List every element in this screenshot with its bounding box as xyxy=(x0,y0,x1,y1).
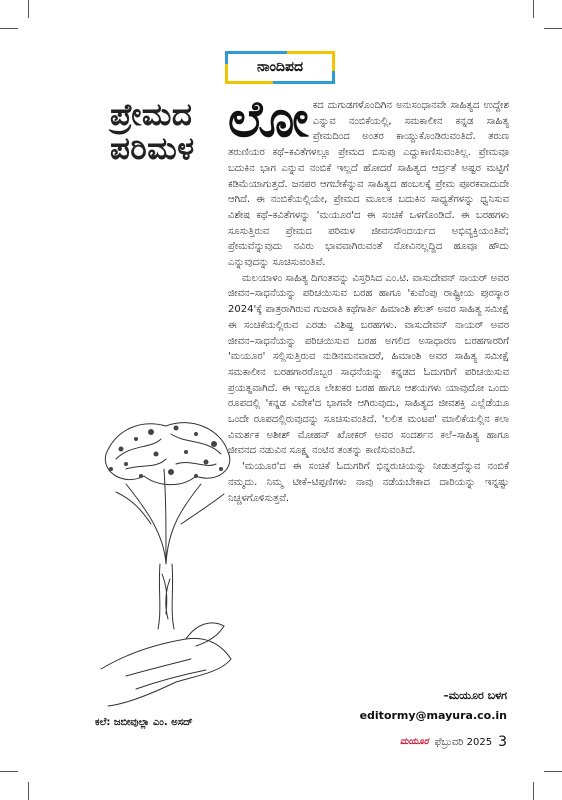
crop-mark xyxy=(533,0,534,18)
section-label: ನಾಂದಿಪದ xyxy=(257,59,303,75)
page-number: 3 xyxy=(498,734,507,750)
section-tag xyxy=(225,51,335,84)
paragraph-1: ಕದ ದುಗುಡಗಳೊಂದಿಗಿನ ಅನುಸಂಧಾನವೇ ಸಾಹಿತ್ಯದ ಉದ್ದೇಶ ಎನ್ನುವ ನಂಬಿಕೆಯಲ್ಲಿ, ಸಮಕಾಲೀನ ಕನ್ನಡ ಸಾಹಿತ್ಯ ಪ್ರೇಮದಿಂದ ಅಂತರ ಕಾಯ್ದುಕೊಂಡಿರುವಂತಿದೆ. ತರುಣ ತರುಣಿಯರ ಕಥೆ–ಕವಿತೆಗಳಲ್ಲೂ ಪ್ರೇಮದ ಬಿಸುಪು ಎದ್ದುಕಾಣಿಸುವಂತಿಲ್ಲ. ಪ್ರೇಮವೂ ಬದುಕಿನ ಭಾಗ ಎನ್ನುವ ನಂಬಿಕೆ ಇಲ್ಲದೆ ಹೋದರೆ ಸಾಹಿತ್ಯದ ಆರ್ದ್ರತೆ ಅಷ್ಟರ ಮಟ್ಟಿಗೆ ಕಡಿಮೆಯಾಗುತ್ತದೆ. ಜನಪರ ಆಗಬೇಕೆನ್ನುವ ಸಾಹಿತ್ಯದ ಹಂಬಲಕ್ಕೆ ಪ್ರೇಮ ಪೂರಕವಾದುದೇ ಆಗಿದೆ. ಈ ನಂಬಿಕೆಯಲ್ಲಿಯೇ, ಪ್ರೇಮದ ಮೂಲಕ ಬದುಕಿನ ಸಾಧ್ಯತೆಗಳನ್ನು ಧ್ವನಿಸುವ ವಿಶೇಷ ಕಥೆ–ಕವಿತೆಗಳನ್ನು 'ಮಯೂರ'ದ ಈ ಸಂಚಿಕೆ ಒಳಗೊಂಡಿದೆ. ಈ ಬರಹಗಳು ಸೂಸುತ್ತಿರುವ ಪ್ರೇಮದ ಪರಿಮಳ ಜೀವನಸೌಂದರ್ಯದ ಅಭಿವ್ಯಕ್ತಿಯಂತಿವೆ; ಪ್ರೇಮವೆನ್ನುವುದು ನವಿರು ಭಾವವಾಗಿರುವಂತೆ ನೋವಿನಲ್ಲದ್ದಿದ ಹೂವೂ ಹೌದು ಎನ್ನುವುದನ್ನು ಸೂಚಿಸುವಂತಿವೆ. xyxy=(228,100,509,269)
crop-mark xyxy=(544,771,562,772)
headline-line-1: ಪ್ರೇಮದ xyxy=(110,97,193,133)
email-link[interactable]: editormy@mayura.co.in xyxy=(359,709,507,722)
headline-line-2: ಪರಿಮಳ xyxy=(110,131,195,167)
paragraph-3: 'ಮಯೂರ'ದ ಈ ಸಂಚಿಕೆ ಓದುಗರಿಗೆ ಭಿನ್ನರುಚಿಯನ್ನು ನೀಡುತ್ತದೆನ್ನುವ ನಂಬಿಕೆ ನಮ್ಮದು. ನಿಮ್ಮ ಟೀಕೆ–ಟಿಪ್ಪಣಿಗಳು ನಾವು ನಡೆಯಬೇಕಾದ ದಾರಿಯನ್ನು ಇನ್ನಷ್ಟು ನಿಚ್ಚಳಗೊಳಿಸುತ್ತವೆ. xyxy=(228,461,509,504)
crop-mark xyxy=(533,782,534,800)
drop-cap: ಲೋ xyxy=(228,90,309,148)
magazine-logo: ಮಯೂರ xyxy=(399,737,429,747)
editorial-body xyxy=(228,90,509,506)
crop-mark xyxy=(0,28,18,29)
crop-mark xyxy=(544,28,562,29)
crop-mark xyxy=(28,0,29,18)
tree-hand-illustration xyxy=(96,414,236,734)
illustration-credit: ಕಲೆ: ಜಬೀವುಲ್ಲಾ ಎಂ. ಅಸದ್ xyxy=(95,717,193,728)
signoff: –ಮಯೂರ ಬಳಗ xyxy=(443,689,507,702)
crop-mark xyxy=(0,771,18,772)
headline xyxy=(110,98,225,166)
crop-mark xyxy=(28,782,29,800)
issue-date: ಫೆಬ್ರುವರಿ 2025 xyxy=(434,736,493,748)
paragraph-2: ಮಲಯಾಳಂ ಸಾಹಿತ್ಯ ದಿಗಂತವನ್ನು ವಿಸ್ತರಿಸಿದ ಎಂ.ಟಿ. ವಾಸುದೇವನ್ ನಾಯರ್ ಅವರ ಜೀವನ–ಸಾಧನೆಯನ್ನು ಪರಿಚಯಿಸುವ ಬರಹ ಹಾಗೂ 'ಕುವೆಂಪು ರಾಷ್ಟ್ರೀಯ ಪುರಸ್ಕಾರ 2024'ಕ್ಕೆ ಪಾತ್ರರಾಗಿರುವ ಗುಜರಾತಿ ಕಥೆಗಾರ್ತಿ ಹಿಮಾಂಶಿ ಶೆಲತ್ ಅವರ ಸಾಹಿತ್ಯ ಸಮೀಕ್ಷೆ ಈ ಸಂಚಿಕೆಯಲ್ಲಿರುವ ಎರಡು ವಿಶಿಷ್ಟ ಬರಹಗಳು. ವಾಸುದೇವನ್ ನಾಯರ್ ಅವರ ಜೀವನ–ಸಾಧನೆಯನ್ನು ಪರಿಚಯಿಸುವ ಬರಹ ಅಗಲಿದ ಅಸಾಧಾರಣ ಬರಹಗಾರರಿಗೆ 'ಮಯೂರ' ಸಲ್ಲಿಸುತ್ತಿರುವ ನುಡಿನಮನವಾದರೆ, ಹಿಮಾಂಶಿ ಅವರ ಸಾಹಿತ್ಯ ಸಮೀಕ್ಷೆ ಸಮಕಾಲೀನ ಬರಹಗಾರರೊಬ್ಬರ ಸಾಧನೆಯನ್ನು ಕನ್ನಡದ ಓದುಗರಿಗೆ ಪರಿಚಯಿಸುವ ಪ್ರಯತ್ನವಾಗಿದೆ. ಈ ಇಬ್ಬರೂ ಲೇಖಕರ ಬರಹ ಹಾಗೂ ಆಶಯಗಳು ಯಾವುದೋ ಒಂದು ರೂಪದಲ್ಲಿ 'ಕನ್ನಡ ವಿವೇಕ'ದ ಭಾಗವೇ ಆಗಿರುವುದು, ಸಾಹಿತ್ಯದ ಜೀವಶಕ್ತಿ ಎಲ್ಲೆಡೆಯೂ ಒಂದೇ ರೂಪದಲ್ಲಿರುವುದನ್ನು ಸೂಚಿಸುವಂತಿದೆ. 'ಲಲಿತ ಮಂಟಪ' ಮಾಲಿಕೆಯಲ್ಲಿನ ಕಲಾ ವಿಮರ್ಶಕ ಅಶೀಶ್ ಮೋಹನ್ ಖೋಕರ್ ಅವರ ಸಂದರ್ಶನ ಕಲೆ–ಸಾಹಿತ್ಯ ಹಾಗೂ ಜೀವನದ ನಡುವಿನ ಸೂಕ್ಷ್ಮ ನಂಟಿನ ತಂತನ್ನು ಕಾಣಿಸುವಂತಿದೆ. xyxy=(228,272,509,457)
page-footer xyxy=(400,732,507,752)
